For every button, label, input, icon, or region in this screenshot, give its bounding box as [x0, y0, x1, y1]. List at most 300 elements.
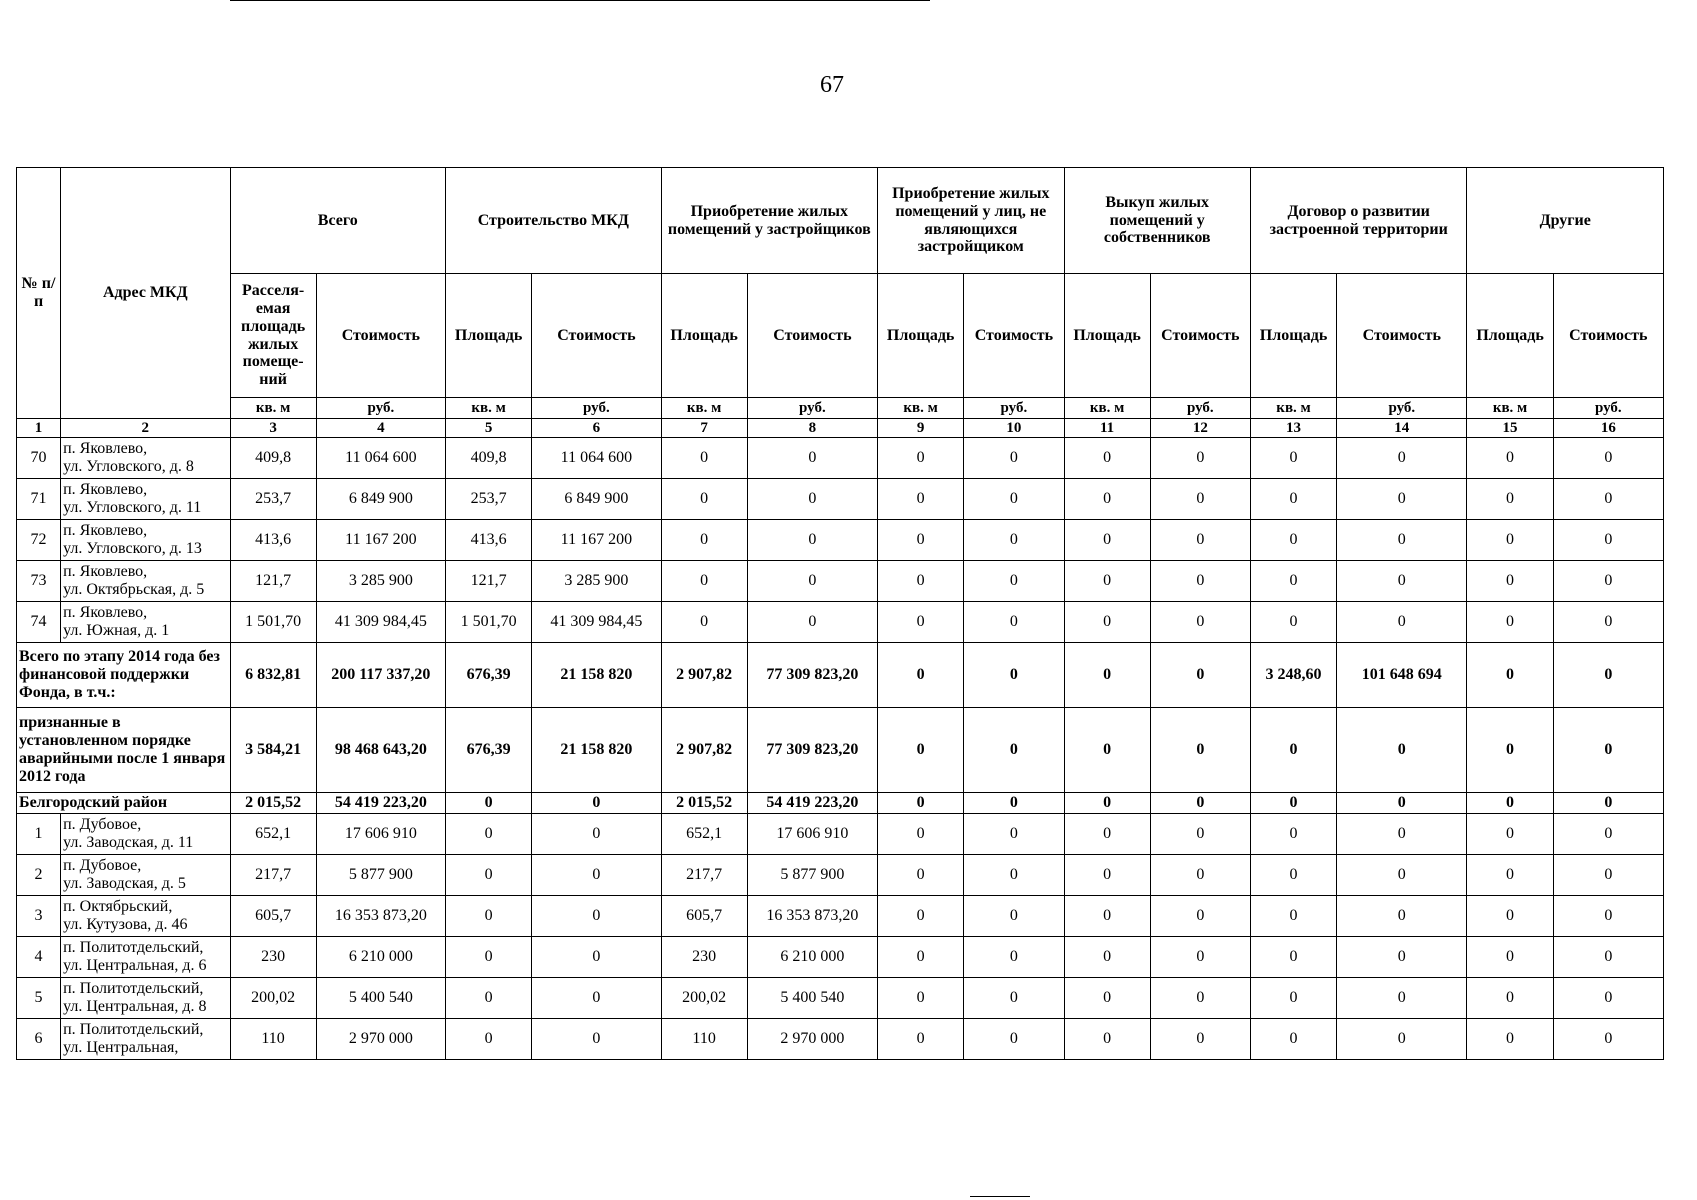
value-cell: 0 [1553, 643, 1663, 708]
address-cell [61, 855, 230, 896]
value-cell: 54 419 223,20 [747, 793, 877, 814]
table-row [17, 855, 1664, 896]
row-number: 74 [17, 602, 61, 643]
value-cell: 2 907,82 [661, 708, 747, 793]
value-cell: 0 [1064, 438, 1150, 479]
value-cell: 6 210 000 [747, 937, 877, 978]
value-cell: 0 [878, 602, 964, 643]
value-cell: 0 [1337, 1019, 1467, 1060]
value-cell: 0 [532, 793, 661, 814]
value-cell: 0 [878, 708, 964, 793]
value-cell: 0 [661, 438, 747, 479]
unit-rub: руб. [1553, 398, 1663, 419]
row-number: 5 [17, 978, 61, 1019]
value-cell: 0 [1553, 602, 1663, 643]
value-cell: 0 [1337, 520, 1467, 561]
value-cell: 0 [1467, 793, 1553, 814]
page-number: 67 [820, 72, 844, 98]
value-cell: 0 [1064, 1019, 1150, 1060]
column-number: 8 [747, 419, 877, 438]
value-cell: 652,1 [230, 814, 316, 855]
value-cell: 0 [446, 896, 532, 937]
address-line-settlement: п. Политотдельский, [63, 939, 204, 957]
value-cell: 0 [1064, 520, 1150, 561]
value-cell: 2 970 000 [316, 1019, 445, 1060]
header-group-construction: Строительство МКД [446, 168, 662, 274]
address-line-street: ул. Заводская, д. 5 [63, 875, 186, 892]
address-cell [61, 896, 230, 937]
header-row-units [17, 398, 1664, 419]
table-row [17, 1019, 1664, 1060]
unit-sqm: кв. м [230, 398, 316, 419]
value-cell: 11 167 200 [316, 520, 445, 561]
address-line-street: ул. Центральная, д. 8 [63, 998, 207, 1015]
column-number: 12 [1150, 419, 1250, 438]
value-cell: 1 501,70 [446, 602, 532, 643]
value-cell: 0 [1553, 561, 1663, 602]
value-cell: 0 [1250, 978, 1336, 1019]
row-number: 3 [17, 896, 61, 937]
value-cell: 5 400 540 [316, 978, 445, 1019]
value-cell: 0 [1064, 602, 1150, 643]
value-cell: 230 [230, 937, 316, 978]
address-line-street: ул. Заводская, д. 11 [63, 834, 194, 851]
table-row [17, 438, 1664, 479]
address-line-settlement: п. Яковлево, [63, 522, 148, 540]
value-cell: 6 210 000 [316, 937, 445, 978]
column-number: 1 [17, 419, 61, 438]
column-number: 4 [316, 419, 445, 438]
value-cell: 0 [1250, 602, 1336, 643]
address-line-street: ул. Кутузова, д. 46 [63, 916, 188, 933]
value-cell: 0 [1337, 814, 1467, 855]
value-cell: 0 [1250, 937, 1336, 978]
value-cell: 0 [1150, 561, 1250, 602]
header-cost: Стоимость [1337, 274, 1467, 398]
value-cell: 0 [1150, 643, 1250, 708]
table-row [17, 814, 1664, 855]
value-cell: 0 [964, 896, 1064, 937]
address-cell [61, 479, 230, 520]
value-cell: 0 [1553, 937, 1663, 978]
header-group-total: Всего [230, 168, 446, 274]
value-cell: 21 158 820 [532, 643, 661, 708]
address-cell [61, 438, 230, 479]
address-cell [61, 814, 230, 855]
value-cell: 217,7 [661, 855, 747, 896]
value-cell: 0 [964, 793, 1064, 814]
value-cell: 0 [1250, 438, 1336, 479]
column-number: 11 [1064, 419, 1150, 438]
unit-sqm: кв. м [1064, 398, 1150, 419]
value-cell: 676,39 [446, 708, 532, 793]
value-cell: 98 468 643,20 [316, 708, 445, 793]
value-cell: 0 [1250, 896, 1336, 937]
value-cell: 253,7 [446, 479, 532, 520]
value-cell: 0 [1250, 1019, 1336, 1060]
value-cell: 0 [1467, 561, 1553, 602]
address-line-street: ул. Южная, д. 1 [63, 622, 170, 639]
column-number: 2 [61, 419, 230, 438]
value-cell: 0 [1467, 855, 1553, 896]
header-cost: Стоимость [747, 274, 877, 398]
value-cell: 0 [1064, 978, 1150, 1019]
value-cell: 0 [1467, 708, 1553, 793]
value-cell: 0 [1150, 855, 1250, 896]
value-cell: 0 [964, 814, 1064, 855]
value-cell: 0 [1150, 1019, 1250, 1060]
address-cell [61, 561, 230, 602]
address-cell [61, 978, 230, 1019]
value-cell: 253,7 [230, 479, 316, 520]
value-cell: 2 015,52 [230, 793, 316, 814]
value-cell: 0 [532, 896, 661, 937]
value-cell: 121,7 [446, 561, 532, 602]
value-cell: 0 [964, 438, 1064, 479]
value-cell: 41 309 984,45 [532, 602, 661, 643]
value-cell: 0 [964, 708, 1064, 793]
value-cell: 0 [1553, 520, 1663, 561]
header-num: № п/п [17, 168, 61, 419]
resettlement-table [16, 167, 1664, 1060]
value-cell: 6 832,81 [230, 643, 316, 708]
value-cell: 0 [1250, 793, 1336, 814]
row-number: 70 [17, 438, 61, 479]
value-cell: 0 [532, 937, 661, 978]
value-cell: 0 [1467, 479, 1553, 520]
value-cell: 0 [661, 602, 747, 643]
value-cell: 0 [878, 561, 964, 602]
value-cell: 0 [446, 814, 532, 855]
value-cell: 0 [1467, 937, 1553, 978]
value-cell: 0 [1467, 602, 1553, 643]
value-cell: 0 [446, 937, 532, 978]
value-cell: 0 [1064, 643, 1150, 708]
value-cell: 0 [446, 793, 532, 814]
unit-rub: руб. [747, 398, 877, 419]
value-cell: 0 [1150, 708, 1250, 793]
value-cell: 0 [878, 643, 964, 708]
value-cell: 0 [878, 479, 964, 520]
value-cell: 0 [1553, 896, 1663, 937]
value-cell: 6 849 900 [532, 479, 661, 520]
value-cell: 0 [878, 814, 964, 855]
value-cell: 0 [878, 520, 964, 561]
value-cell: 605,7 [661, 896, 747, 937]
scan-artifact-bottom [970, 1196, 1030, 1197]
value-cell: 110 [661, 1019, 747, 1060]
row-number: 72 [17, 520, 61, 561]
value-cell: 2 015,52 [661, 793, 747, 814]
column-number: 5 [446, 419, 532, 438]
value-cell: 0 [532, 855, 661, 896]
value-cell: 0 [1150, 937, 1250, 978]
value-cell: 0 [747, 520, 877, 561]
value-cell: 0 [878, 855, 964, 896]
row-number: 4 [17, 937, 61, 978]
value-cell: 0 [1467, 643, 1553, 708]
value-cell: 0 [878, 896, 964, 937]
totals [17, 643, 1664, 814]
address-line-settlement: п. Яковлево, [63, 563, 148, 581]
value-cell: 2 907,82 [661, 643, 747, 708]
value-cell: 0 [1250, 855, 1336, 896]
address-line-street: ул. Угловского, д. 13 [63, 540, 202, 557]
value-cell: 0 [747, 561, 877, 602]
value-cell: 77 309 823,20 [747, 708, 877, 793]
address-cell [61, 937, 230, 978]
header-area: Площадь [1467, 274, 1553, 398]
header-cost: Стоимость [1150, 274, 1250, 398]
value-cell: 0 [1467, 438, 1553, 479]
value-cell: 0 [1337, 602, 1467, 643]
value-cell: 0 [1064, 937, 1150, 978]
value-cell: 6 849 900 [316, 479, 445, 520]
value-cell: 0 [964, 479, 1064, 520]
column-number: 16 [1553, 419, 1663, 438]
total-emergency-row [17, 708, 1664, 793]
value-cell: 0 [1467, 896, 1553, 937]
value-cell: 0 [1250, 708, 1336, 793]
column-number: 9 [878, 419, 964, 438]
header-address: Адрес МКД [61, 168, 230, 419]
header-row-groups [17, 168, 1664, 274]
unit-sqm: кв. м [1250, 398, 1336, 419]
value-cell: 0 [1250, 561, 1336, 602]
value-cell: 0 [1553, 708, 1663, 793]
total-stage-label: Всего по этапу 2014 года без финансовой поддержки Фонда, в т.ч.: [17, 643, 231, 708]
header-area: Площадь [446, 274, 532, 398]
unit-rub: руб. [1337, 398, 1467, 419]
value-cell: 652,1 [661, 814, 747, 855]
header-group-purchase-developers: Приобретение жилых помещений у застройщиков [661, 168, 878, 274]
scan-artifact-top [230, 0, 930, 1]
address-line-settlement: п. Яковлево, [63, 440, 148, 458]
table-row [17, 896, 1664, 937]
value-cell: 0 [1064, 708, 1150, 793]
value-cell: 1 501,70 [230, 602, 316, 643]
address-line-settlement: п. Дубовое, [63, 816, 142, 834]
value-cell: 0 [1337, 561, 1467, 602]
value-cell: 0 [1337, 937, 1467, 978]
row-number: 2 [17, 855, 61, 896]
value-cell: 0 [1337, 855, 1467, 896]
rows-stage-2014 [17, 438, 1664, 643]
value-cell: 0 [1467, 520, 1553, 561]
value-cell: 0 [1150, 793, 1250, 814]
value-cell: 0 [446, 978, 532, 1019]
value-cell: 5 877 900 [747, 855, 877, 896]
table-row [17, 561, 1664, 602]
header-group-purchase-non-developers: Приобретение жилых помещений у лиц, не являющихся застройщиком [878, 168, 1064, 274]
row-number: 6 [17, 1019, 61, 1060]
total-stage-row [17, 643, 1664, 708]
column-number: 7 [661, 419, 747, 438]
unit-sqm: кв. м [1467, 398, 1553, 419]
value-cell: 11 064 600 [532, 438, 661, 479]
value-cell: 0 [878, 978, 964, 1019]
value-cell: 0 [1064, 814, 1150, 855]
value-cell: 0 [1150, 602, 1250, 643]
value-cell: 2 970 000 [747, 1019, 877, 1060]
header-cost: Стоимость [964, 274, 1064, 398]
value-cell: 0 [446, 1019, 532, 1060]
value-cell: 5 877 900 [316, 855, 445, 896]
address-line-settlement: п. Яковлево, [63, 604, 148, 622]
value-cell: 0 [1064, 561, 1150, 602]
value-cell: 0 [964, 855, 1064, 896]
total-emergency-label: признанные в установленном порядке аварийными после 1 января 2012 года [17, 708, 231, 793]
value-cell: 77 309 823,20 [747, 643, 877, 708]
address-line-settlement: п. Дубовое, [63, 857, 142, 875]
address-cell [61, 520, 230, 561]
table-row [17, 479, 1664, 520]
value-cell: 3 285 900 [532, 561, 661, 602]
value-cell: 0 [1337, 708, 1467, 793]
value-cell: 0 [1150, 520, 1250, 561]
value-cell: 0 [747, 479, 877, 520]
value-cell: 409,8 [446, 438, 532, 479]
value-cell: 200,02 [230, 978, 316, 1019]
address-line-settlement: п. Октябрьский, [63, 898, 173, 916]
value-cell: 17 606 910 [747, 814, 877, 855]
value-cell: 0 [661, 561, 747, 602]
table-row [17, 520, 1664, 561]
address-line-settlement: п. Политотдельский, [63, 980, 204, 998]
column-number: 14 [1337, 419, 1467, 438]
value-cell: 11 167 200 [532, 520, 661, 561]
value-cell: 3 584,21 [230, 708, 316, 793]
header-group-other: Другие [1467, 168, 1664, 274]
value-cell: 0 [1337, 438, 1467, 479]
value-cell: 54 419 223,20 [316, 793, 445, 814]
header-area: Площадь [1064, 274, 1150, 398]
unit-rub: руб. [1150, 398, 1250, 419]
value-cell: 0 [1553, 479, 1663, 520]
value-cell: 21 158 820 [532, 708, 661, 793]
unit-sqm: кв. м [878, 398, 964, 419]
value-cell: 0 [532, 1019, 661, 1060]
address-line-street: ул. Угловского, д. 8 [63, 458, 194, 475]
value-cell: 0 [1553, 793, 1663, 814]
value-cell: 0 [1150, 814, 1250, 855]
value-cell: 121,7 [230, 561, 316, 602]
column-number: 13 [1250, 419, 1336, 438]
value-cell: 5 400 540 [747, 978, 877, 1019]
value-cell: 0 [661, 520, 747, 561]
address-line-street: ул. Центральная, д. 6 [63, 957, 207, 974]
address-line-street: ул. Угловского, д. 11 [63, 499, 202, 516]
table-row [17, 602, 1664, 643]
address-line-settlement: п. Политотдельский, [63, 1021, 204, 1039]
value-cell: 0 [1064, 793, 1150, 814]
address-cell [61, 1019, 230, 1060]
value-cell: 0 [1467, 1019, 1553, 1060]
value-cell: 0 [747, 602, 877, 643]
column-number: 3 [230, 419, 316, 438]
unit-sqm: кв. м [661, 398, 747, 419]
value-cell: 0 [1467, 978, 1553, 1019]
address-line-street: ул. Центральная, [63, 1039, 179, 1056]
value-cell: 413,6 [446, 520, 532, 561]
value-cell: 0 [1150, 896, 1250, 937]
header-group-development-contract: Договор о развитии застроенной территории [1250, 168, 1467, 274]
header-area: Площадь [661, 274, 747, 398]
unit-rub: руб. [532, 398, 661, 419]
value-cell: 0 [964, 643, 1064, 708]
header-cost: Стоимость [532, 274, 661, 398]
value-cell: 0 [1467, 814, 1553, 855]
header-area: Площадь [878, 274, 964, 398]
value-cell: 0 [446, 855, 532, 896]
value-cell: 0 [964, 520, 1064, 561]
header-area: Площадь [1250, 274, 1336, 398]
value-cell: 0 [1337, 978, 1467, 1019]
value-cell: 0 [1150, 479, 1250, 520]
value-cell: 0 [532, 814, 661, 855]
value-cell: 101 648 694 [1337, 643, 1467, 708]
value-cell: 0 [1250, 479, 1336, 520]
value-cell: 0 [1064, 896, 1150, 937]
value-cell: 0 [747, 438, 877, 479]
value-cell: 16 353 873,20 [316, 896, 445, 937]
value-cell: 676,39 [446, 643, 532, 708]
header-group-buyout: Выкуп жилых помещений у собственников [1064, 168, 1250, 274]
value-cell: 0 [1553, 814, 1663, 855]
value-cell: 11 064 600 [316, 438, 445, 479]
address-cell [61, 602, 230, 643]
value-cell: 0 [532, 978, 661, 1019]
value-cell: 0 [964, 602, 1064, 643]
value-cell: 0 [1250, 814, 1336, 855]
header-row-subcolumns [17, 274, 1664, 398]
value-cell: 0 [661, 479, 747, 520]
table-row [17, 937, 1664, 978]
header-cost: Стоимость [1553, 274, 1663, 398]
value-cell: 0 [1150, 438, 1250, 479]
value-cell: 0 [878, 937, 964, 978]
value-cell: 17 606 910 [316, 814, 445, 855]
address-line-street: ул. Октябрьская, д. 5 [63, 581, 205, 598]
value-cell: 0 [1553, 438, 1663, 479]
unit-rub: руб. [316, 398, 445, 419]
row-number: 1 [17, 814, 61, 855]
value-cell: 3 285 900 [316, 561, 445, 602]
value-cell: 217,7 [230, 855, 316, 896]
value-cell: 0 [964, 1019, 1064, 1060]
region-row [17, 793, 1664, 814]
value-cell: 0 [1150, 978, 1250, 1019]
column-number: 15 [1467, 419, 1553, 438]
value-cell: 0 [1064, 855, 1150, 896]
value-cell: 200,02 [661, 978, 747, 1019]
value-cell: 0 [878, 438, 964, 479]
region-label: Белгородский район [17, 793, 231, 814]
row-number: 73 [17, 561, 61, 602]
column-number: 10 [964, 419, 1064, 438]
value-cell: 0 [1064, 479, 1150, 520]
value-cell: 605,7 [230, 896, 316, 937]
value-cell: 0 [878, 1019, 964, 1060]
value-cell: 3 248,60 [1250, 643, 1336, 708]
value-cell: 0 [878, 793, 964, 814]
value-cell: 0 [1553, 978, 1663, 1019]
value-cell: 0 [964, 978, 1064, 1019]
value-cell: 0 [964, 561, 1064, 602]
address-line-settlement: п. Яковлево, [63, 481, 148, 499]
header-resettled-area: Расселя-емая площадь жилых помеще-ний [230, 274, 316, 398]
value-cell: 200 117 337,20 [316, 643, 445, 708]
